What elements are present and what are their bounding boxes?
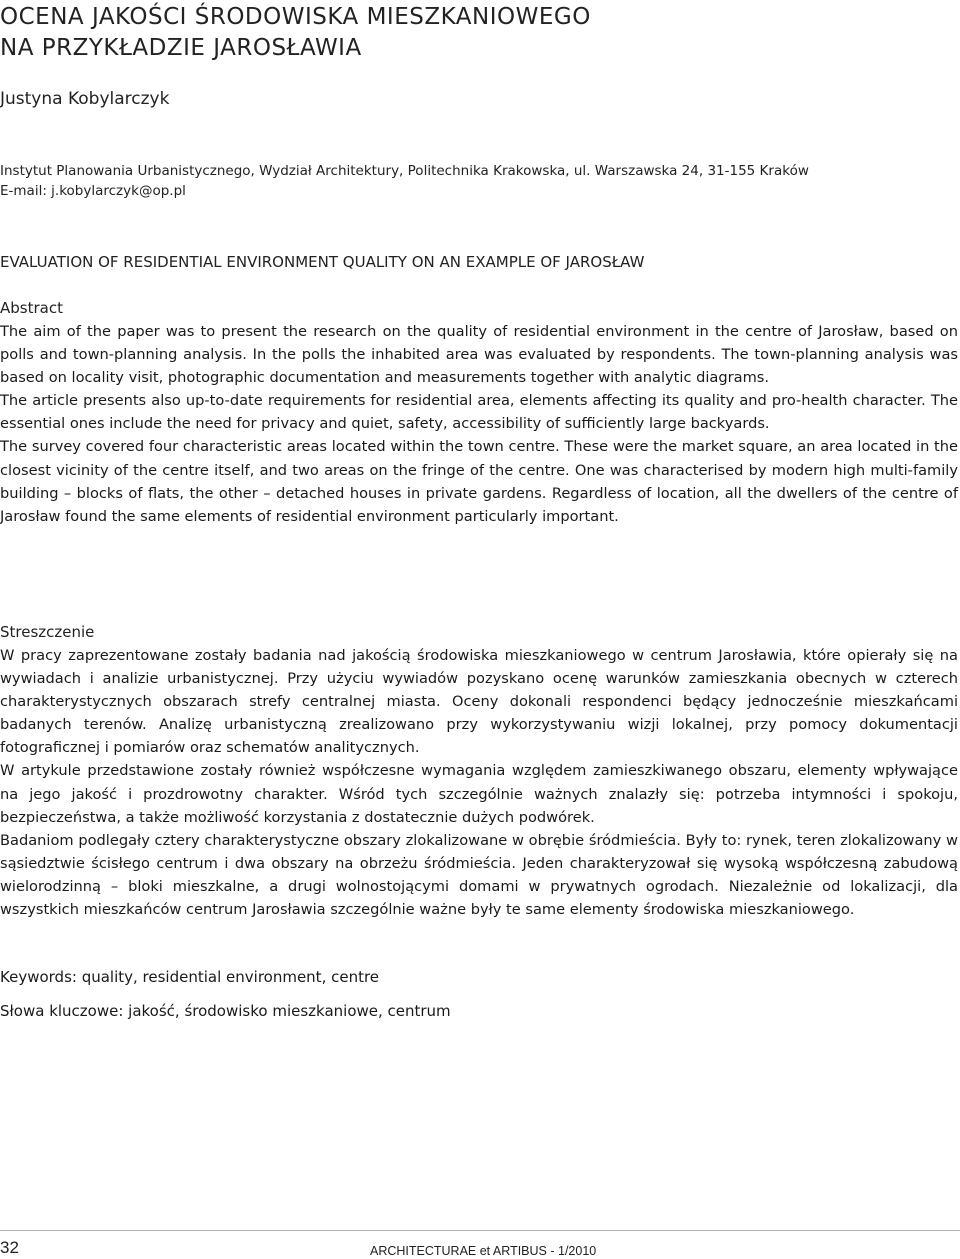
streszczenie-paragraph: W artykule przedstawione zostały również współczesne wymagania względem zamieszkiwanego obszaru, elementy wpływające na jego jakość i prozdrowotny charakter. Wśród tych szczególnie ważnych znalazły się: potrzeba intymności i spokoju, bezpieczeństwa, a także możliwość korzystania z dostatecznie dużych podwórek. [0,762,958,826]
title-line-1: OCENA JAKOŚCI ŚRODOWISKA MIESZKANIOWEGO [0,4,591,30]
title-line-2: NA PRZYKŁADZIE JAROSŁAWIA [0,35,362,61]
streszczenie-heading: Streszczenie [0,623,95,641]
journal-name: ARCHITECTURAE et ARTIBUS - 1/2010 [370,1244,597,1258]
abstract-paragraph: The aim of the paper was to present the research on the quality of residential environment in the centre of Jarosław, based on polls and town-planning analysis. In the polls the inhabited area was evaluated by respondents. The town-planning analysis was based on locality visit, photographic documentation and measurements together with analytic diagrams. [0,323,958,387]
author-email: E-mail: j.kobylarczyk@op.pl [0,183,186,199]
abstract-heading: Abstract [0,299,63,317]
author-affiliation [0,161,940,201]
abstract-section [0,297,958,528]
affiliation-text: Instytut Planowania Urbanistycznego, Wydział Architektury, Politechnika Krakowska, ul. Warszawska 24, 31-155 Kraków [0,163,809,179]
footer-divider [0,1230,960,1231]
streszczenie-paragraph: Badaniom podlegały cztery charakterystyczne obszary zlokalizowane w obrębie śródmieścia. Były to: rynek, teren zlokalizowany w sąsiedztwie ścisłego centrum i dwa obszary na obrzeżu śródmieścia. Jeden charakteryzował się wysoką współczesną zabudową wielorodzinną – bloki mieszkalne, a drugi wolnostojącymi domami w prywatnych ogrodach. Niezależnie od lokalizacji, dla wszystkich mieszkańców centrum Jarosławia szczególnie ważne były te same elementy środowiska mieszkaniowego. [0,831,958,919]
article-title-english: EVALUATION OF RESIDENTIAL ENVIRONMENT QUALITY ON AN EXAMPLE OF JAROSŁAW [0,253,645,271]
author-name: Justyna Kobylarczyk [0,89,170,109]
keywords-polish: Słowa kluczowe: jakość, środowisko mieszkaniowe, centrum [0,1002,451,1020]
streszczenie-paragraph: W pracy zaprezentowane zostały badania nad jakością środowiska mieszkaniowego w centrum Jarosławia, które opierały się na wywiadach i analizie urbanistycznej. Przy użyciu wywiadów pozyskano ocenę warunków zamieszkania obecnych w czterech charakterystycznych obszarach strefy centralnej miasta. Oceny dokonali respondenci będący jednocześnie mieszkańcami badanych terenów. Analizę urbanistyczną zrealizowano przy wykorzystywaniu wizji lokalnej, przy pomocy dokumentacji fotograficznej i pomiarów oraz schematów analitycznych. [0,647,958,757]
abstract-paragraph: The article presents also up-to-date requirements for residential area, elements affecting its quality and pro-health character. The essential ones include the need for privacy and quiet, safety, accessibility of sufficiently large backyards. [0,392,958,433]
keywords-english: Keywords: quality, residential environment, centre [0,968,380,986]
article-title-polish [0,2,940,64]
abstract-body [0,320,958,528]
streszczenie-body [0,644,958,921]
page-number: 32 [0,1238,19,1257]
streszczenie-section [0,621,958,921]
abstract-paragraph: The survey covered four characteristic areas located within the town centre. These were the market square, an area located in the closest vicinity of the centre itself, and two areas on the fringe of the centre. One was characterised by modern high multi-family building – blocks of flats, the other – detached houses in private gardens. Regardless of location, all the dwellers of the centre of Jarosław found the same elements of residential environment particularly important. [0,438,958,525]
